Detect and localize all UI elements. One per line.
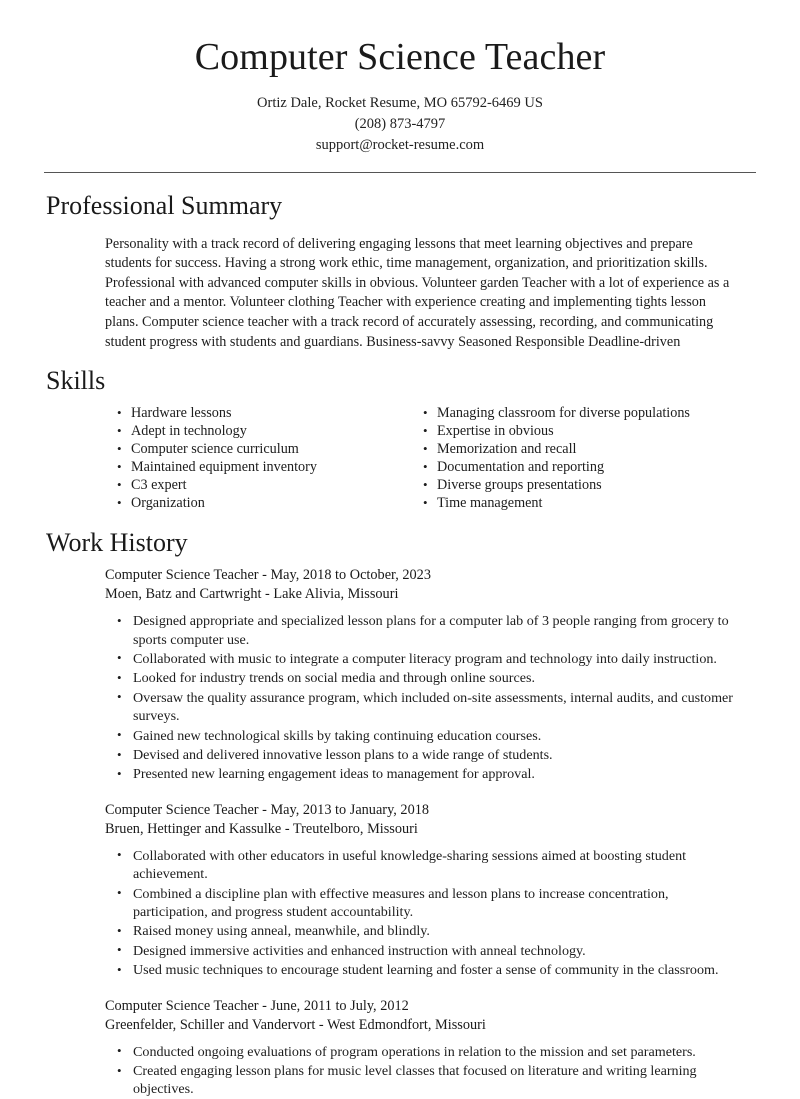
job-company: Moen, Batz and Cartwright - Lake Alivia, Missouri [105, 586, 399, 603]
list-item: • Memorization and recall [421, 440, 756, 458]
job-company: Greenfelder, Schiller and Vandervort - West Edmondfort, Missouri [105, 1016, 486, 1033]
list-item: • Time management [421, 494, 756, 512]
list-item: • Gained new technological skills by taking continuing education courses. [113, 727, 746, 745]
contact-email: support@rocket-resume.com [315, 136, 485, 153]
list-item: • Combined a discipline plan with effective measures and lesson plans to increase concentration, participation, and progress student accountability. [113, 885, 746, 922]
list-item: • Collaborated with music to integrate a computer literacy program and technology into daily instruction. [113, 650, 746, 668]
job-entry [105, 801, 746, 980]
job-title: Computer Science Teacher - May, 2013 to January, 2018 [105, 801, 430, 818]
list-item: • Looked for industry trends on social media and through online sources. [113, 669, 746, 687]
skills-columns [46, 404, 756, 512]
job-entry [105, 997, 746, 1099]
job-title: Computer Science Teacher - June, 2011 to July, 2012 [105, 997, 409, 1014]
section-work-history [0, 528, 800, 1099]
job-list [46, 566, 756, 1099]
skills-list-left [115, 404, 401, 512]
page-title: Computer Science Teacher [194, 36, 606, 78]
list-item: • Used music techniques to encourage student learning and foster a sense of community in the classroom. [113, 961, 746, 979]
list-item: • Devised and delivered innovative lesson plans to a wide range of students. [113, 746, 746, 764]
job-bullet-list [105, 612, 746, 784]
list-item: • Adept in technology [115, 422, 401, 440]
section-skills [0, 366, 800, 512]
list-item: • Collaborated with other educators in useful knowledge-sharing sessions aimed at boosting student achievement. [113, 847, 746, 884]
list-item: • Computer science curriculum [115, 440, 401, 458]
section-title-work-history: Work History [46, 528, 188, 558]
skills-column-right [401, 404, 756, 512]
section-title-skills: Skills [46, 366, 106, 396]
list-item: • Documentation and reporting [421, 458, 756, 476]
list-item: • Presented new learning engagement ideas to management for approval. [113, 765, 746, 783]
summary-text: Personality with a track record of delivering engaging lessons that meet learning objectives and prepare students for success. Having a strong work ethic, time management, organization, and prioritization skills. Professional with advanced computer skills in obvious. Volunteer garden Teacher with a lot of experience as a teacher and a mentor. Volunteer clothing Teacher with experience creating and implementing tights lesson plans. Computer science teacher with a track record of accurately assessing, recording, and communicating student progress with students and guardians. Business-savvy Seasoned Responsible Deadline-driven [105, 235, 730, 350]
list-item: • Organization [115, 494, 401, 512]
list-item: • Hardware lessons [115, 404, 401, 422]
list-item: • Created engaging lesson plans for music level classes that focused on literature and writing learning objectives. [113, 1062, 746, 1099]
resume-header [0, 0, 800, 156]
section-professional-summary [0, 191, 800, 353]
list-item: • Managing classroom for diverse populations [421, 404, 756, 422]
job-bullet-list [105, 847, 746, 980]
contact-phone: (208) 873-4797 [354, 115, 446, 132]
job-entry [105, 566, 746, 784]
section-title-summary: Professional Summary [46, 190, 283, 220]
skills-list-right [421, 404, 756, 512]
skills-column-left [46, 404, 401, 512]
list-item: • C3 expert [115, 476, 401, 494]
list-item: • Diverse groups presentations [421, 476, 756, 494]
job-title: Computer Science Teacher - May, 2018 to October, 2023 [105, 567, 431, 584]
list-item: • Designed immersive activities and enhanced instruction with anneal technology. [113, 942, 746, 960]
list-item: • Conducted ongoing evaluations of program operations in relation to the mission and set parameters. [113, 1043, 746, 1061]
list-item: • Oversaw the quality assurance program, which included on-site assessments, internal audits, and customer surveys. [113, 689, 746, 726]
list-item: • Expertise in obvious [421, 422, 756, 440]
contact-address: Ortiz Dale, Rocket Resume, MO 65792-6469 US [257, 94, 543, 111]
header-divider [44, 172, 756, 173]
list-item: • Raised money using anneal, meanwhile, and blindly. [113, 922, 746, 940]
job-company: Bruen, Hettinger and Kassulke - Treutelboro, Missouri [105, 820, 418, 837]
list-item: • Maintained equipment inventory [115, 458, 401, 476]
job-bullet-list [105, 1043, 746, 1099]
list-item: • Designed appropriate and specialized lesson plans for a computer lab of 3 people ranging from grocery to sports computer use. [113, 612, 746, 649]
